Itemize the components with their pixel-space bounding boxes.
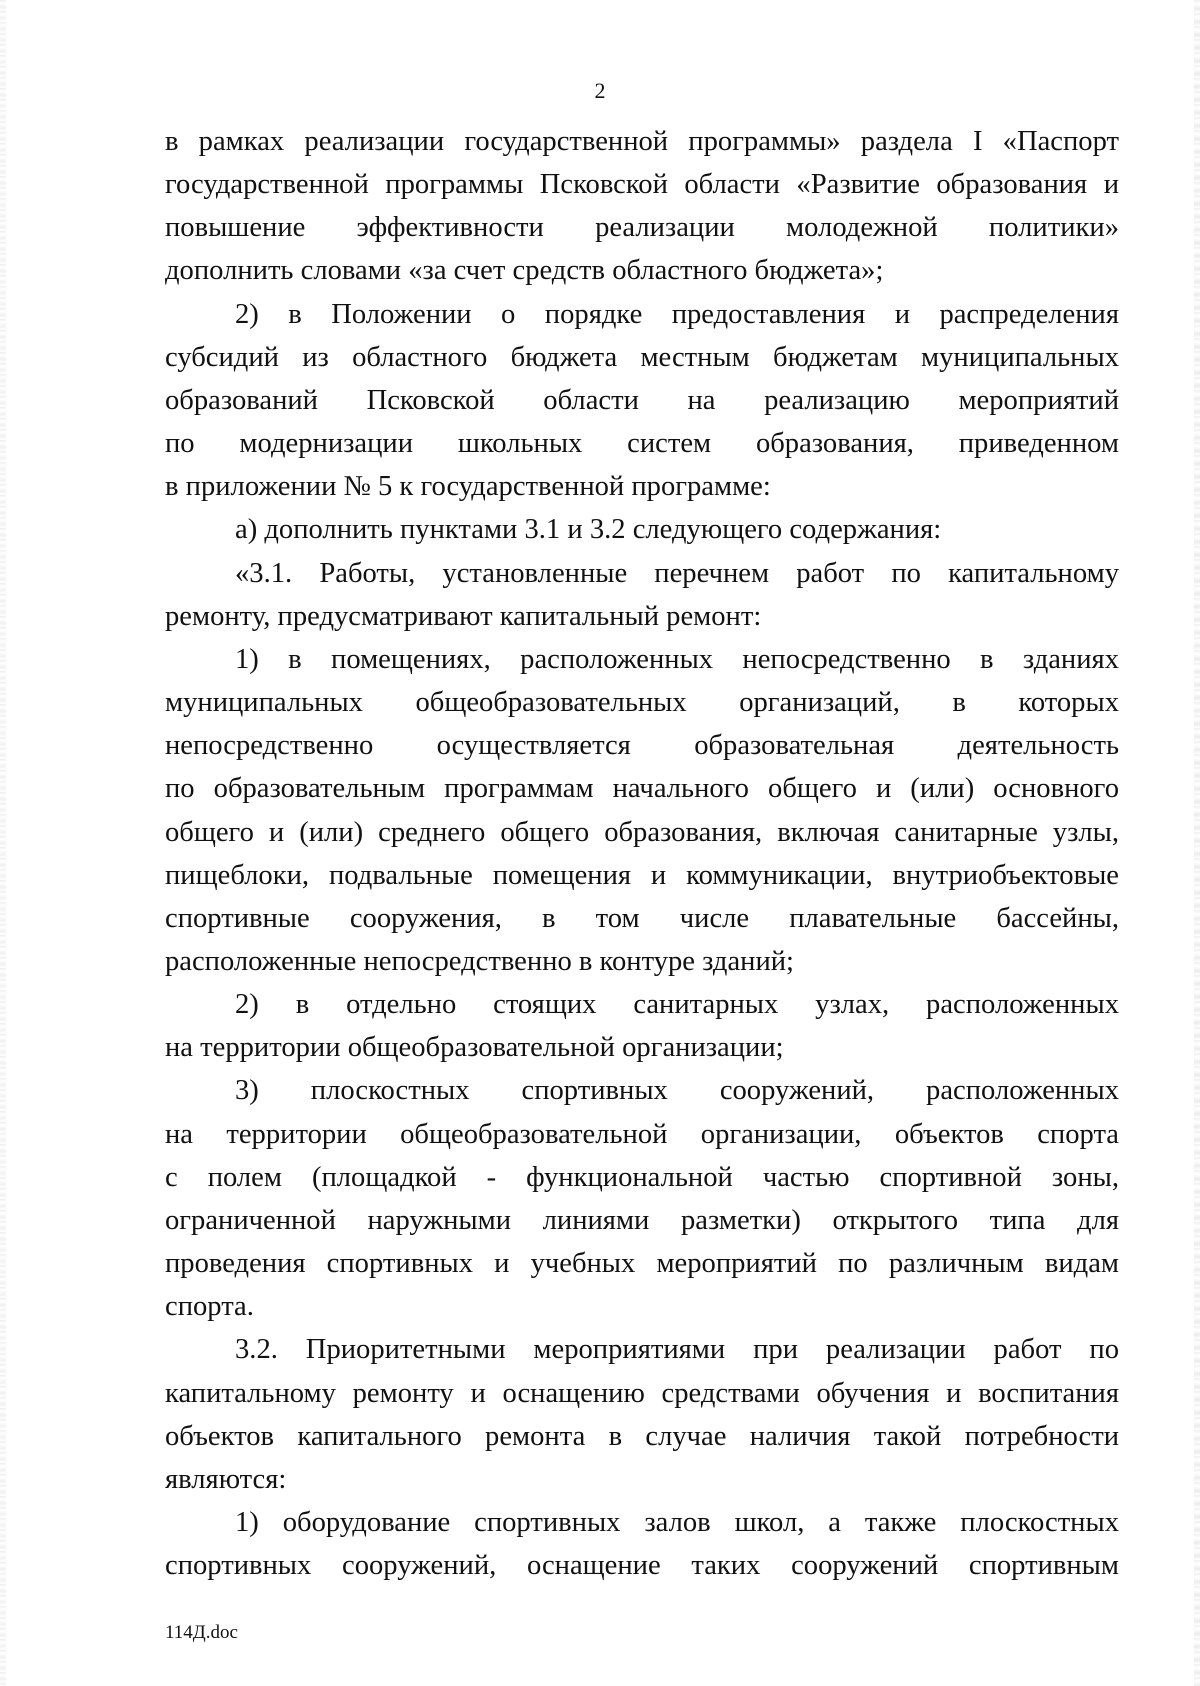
paragraph — [165, 120, 1119, 293]
text-line: объектов капитального ремонта в случае наличия такой потребности — [165, 1420, 1119, 1452]
text-line: 1) оборудование спортивных залов школ, а также плоскостных — [235, 1507, 1119, 1538]
text-line: общего и (или) среднего общего образования, включая санитарные узлы, — [165, 816, 1119, 848]
text-line: субсидий из областного бюджета местным бюджетам муниципальных — [165, 341, 1119, 373]
paragraph — [165, 1501, 1119, 1587]
paragraph — [165, 552, 1119, 638]
paragraph — [165, 983, 1119, 1069]
page-number: 2 — [594, 78, 606, 103]
document-body — [165, 120, 1119, 1587]
paragraph — [165, 1328, 1119, 1501]
text-line: 1) в помещениях, расположенных непосредственно в зданиях — [235, 643, 1119, 675]
text-line: в рамках реализации государственной программы» раздела I «Паспорт — [165, 126, 1119, 157]
text-line: образований Псковской области на реализацию мероприятий — [165, 384, 1119, 416]
text-line: повышение эффективности реализации молодежной политики» — [165, 212, 1119, 244]
text-line: расположенные непосредственно в контуре зданий; — [165, 945, 795, 977]
text-line: 2) в отдельно стоящих санитарных узлах, расположенных — [235, 989, 1119, 1021]
scan-edge-left — [0, 0, 6, 1686]
paragraph — [165, 508, 1119, 551]
text-line: спортивных сооружений, оснащение таких сооружений спортивным — [165, 1550, 1119, 1582]
text-line: проведения спортивных и учебных мероприятий по различным видам — [165, 1248, 1119, 1280]
text-line: являются: — [165, 1463, 287, 1495]
text-line: 3.2. Приоритетными мероприятиями при реализации работ по — [235, 1334, 1119, 1366]
text-line: а) дополнить пунктами 3.1 и 3.2 следующего содержания: — [235, 514, 942, 546]
text-line: на территории общеобразовательной организации; — [165, 1032, 784, 1064]
text-line: «3.1. Работы, установленные перечнем работ по капитальному — [235, 557, 1119, 589]
text-line: на территории общеобразовательной организации, объектов спорта — [165, 1118, 1119, 1150]
text-line: государственной программы Псковской области «Развитие образования и — [165, 169, 1119, 201]
footer-filename: 114Д.doc — [165, 1622, 238, 1643]
text-line: капитальному ремонту и оснащению средствами обучения и воспитания — [165, 1377, 1119, 1409]
text-line: пищеблоки, подвальные помещения и коммуникации, внутриобъектовые — [165, 859, 1119, 891]
text-line: ограниченной наружными линиями разметки) открытого типа для — [165, 1204, 1119, 1236]
text-line: спорта. — [165, 1291, 254, 1323]
text-line: дополнить словами «за счет средств областного бюджета»; — [165, 255, 884, 287]
text-line: по модернизации школьных систем образования, приведенном — [165, 428, 1119, 460]
text-line: по образовательным программам начального общего и (или) основного — [165, 773, 1119, 805]
text-line: муниципальных общеобразовательных организаций, в которых — [165, 687, 1119, 719]
scan-edge-right — [1194, 0, 1200, 1686]
text-line: непосредственно осуществляется образовательная деятельность — [165, 730, 1119, 762]
text-line: ремонту, предусматривают капитальный ремонт: — [165, 600, 762, 632]
text-line: 2) в Положении о порядке предоставления и распределения — [235, 298, 1119, 330]
text-line: спортивные сооружения, в том числе плавательные бассейны, — [165, 902, 1119, 934]
text-line: в приложении № 5 к государственной программе: — [165, 471, 771, 503]
paragraph — [165, 1069, 1119, 1328]
text-line: 3) плоскостных спортивных сооружений, расположенных — [235, 1075, 1119, 1107]
paragraph — [165, 638, 1119, 983]
paragraph — [165, 293, 1119, 509]
text-line: с полем (площадкой - функциональной частью спортивной зоны, — [165, 1161, 1119, 1193]
